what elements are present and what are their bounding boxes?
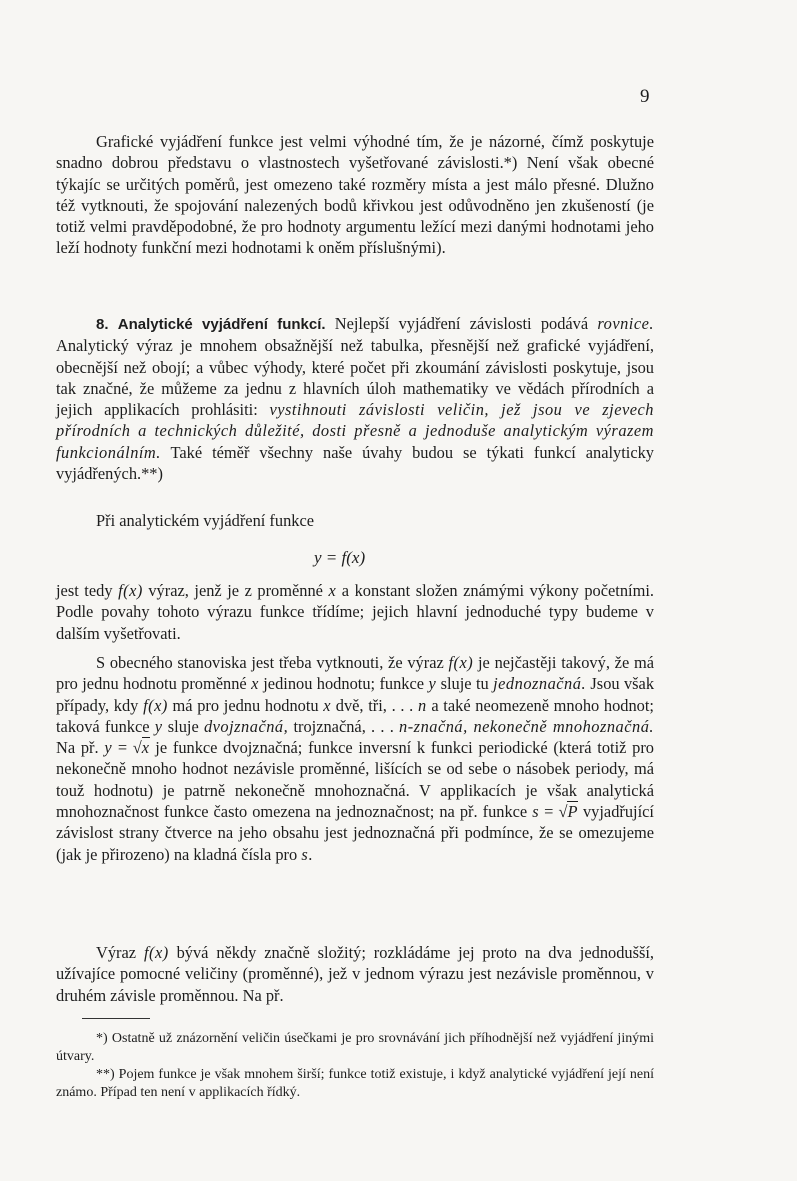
sqrt-symbol: √ — [132, 738, 142, 758]
section-8-paragraph — [56, 313, 654, 484]
paragraph-analytic-intro: Při analytickém vyjádření funkce — [96, 511, 315, 530]
section-emphasis: rovnice. — [597, 314, 654, 333]
section-text: Analytický výraz je mnohem obsažnější než tabulka, přesnější než grafické vyjádření, obecnější než obojí; a vůbec výhody, které počet při zkoumání závislosti poskytuje, jsou tak značné, že můžeme za jednu z hlavních úloh mathematiky ve vědách přírodních a jejich applikacích prohlásiti: — [56, 336, 654, 420]
paragraph-multivalued-functions: S obecného stanoviska jest třeba vytknouti, že výraz f(x) je nejčastěji takový, že má pro jednu hodnotu proměnné x jedinou hodnotu; funkce y sluje tu jednoznačná. Jsou však případy, kdy f(x) má pro jednu hodnotu x dvě, tři, . . . n a také neomezeně mnoho hodnot; taková funkce y sluje dvojznačná, trojznačná, . . . n-značná, nekonečně mnohoznačná. Na př. y = √x je funkce dvojznačná; funkce inversní k funkci periodické (která totiž pro nekonečně mnoho hodnot nezávisle proměnné, lišících se od sebe o násobek periody, má touž hodnotu) je patrně nekonečně mnohoznačná. V applikacích je však analytická mnohoznačnost funkce často omezena na jednoznačnost; na př. funkce s = √P vyjadřující závislost strany čtverce na jeho obsahu jest jednoznačná při podmínce, že se omezujeme (jak je přirozeno) na kladná čísla pro s. — [56, 653, 655, 864]
paragraph-decomposition: Výraz f(x) bývá někdy značně složitý; rozkládáme jej proto na dva jednodušší, užívajíce pomocné veličiny (proměnné), jež v jednom výrazu jest nezávisle proměnnou, v druhém závisle proměnnou. Na př. — [56, 943, 655, 1005]
section-emphasis: vystihnouti závislosti veličin, jež jsou ve zjevech přírodních a technických důležité, dosti přesně a jednoduše analytickým výrazem funkcionálním. — [56, 400, 654, 462]
sqrt-radicand: x — [141, 738, 150, 758]
sqrt-radicand: P — [567, 802, 578, 822]
footnote-2: **) Pojem funkce je však mnohem širší; funkce totiž existuje, i když analytické vyjádření její není známo. Případ ten není v applikacích řídký. — [56, 1067, 654, 1100]
section-text: Nejlepší vyjádření závislosti podává — [325, 314, 598, 333]
footnote-separator — [82, 1018, 150, 1019]
paragraph-graphic-representation: Grafické vyjádření funkce jest velmi výhodné tím, že je názorné, čímž poskytuje snadno dobrou představu o vlastnostech vyšetřované závislosti.*) Není však obecné týkajíc se určitých poměrů, jest omezeno také rozměry místa a jest málo přesné. Dlužno též vytknouti, že spojování nalezených bodů křivkou jest odůvodněno jen zkušeností (je totiž velmi pravděpodobné, že pro hodnoty argumentu ležící mezi danými hodnotami jeho leží hodnoty funkční mezi hodnotami k oněm příslušnými). — [56, 132, 654, 258]
formula-y-equals-f-x: y = f(x) — [314, 548, 366, 567]
section-number: 8. — [96, 316, 109, 333]
section-text: Také téměř všechny naše úvahy budou se týkati funkcí analyticky vyjádřených.**) — [56, 442, 654, 484]
footnote-1: *) Ostatně už znázornění veličin úsečkami je pro srovnávání jich příhodnější než vyjádření jinými útvary. — [56, 1031, 654, 1064]
sqrt-symbol: √ — [558, 802, 568, 822]
paragraph-expression-definition: jest tedy f(x) výraz, jenž je z proměnné x a konstant složen známými výkony početními. Podle povahy tohoto výrazu funkce třídíme; jejich hlavní jednoduché typy budeme v dalším vyšetřovati. — [56, 581, 654, 643]
section-title: Analytické vyjádření funkcí. — [117, 316, 326, 333]
page-number: 9 — [640, 86, 650, 107]
